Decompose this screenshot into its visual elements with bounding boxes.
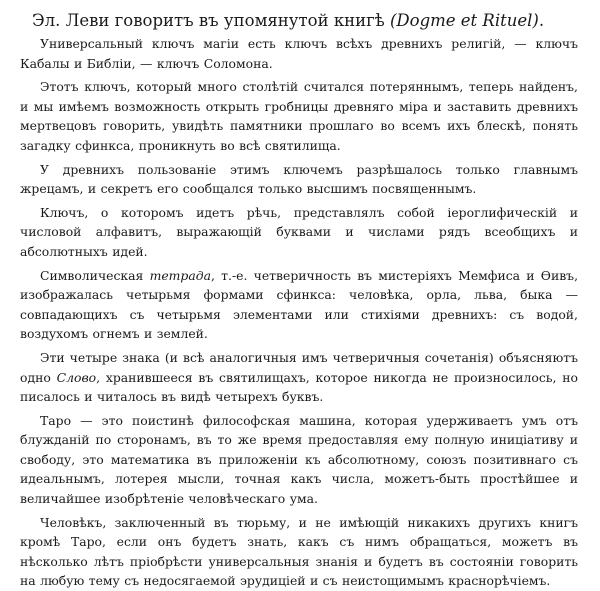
paragraph-text: Человѣкъ, заключенный въ тюрьму, и не имѣющій никакихъ другихъ книгъ кромѣ Таро, если онъ будетъ знать, какъ съ нимъ обращаться, можетъ въ нѣсколько лѣтъ пріобрѣсти универсальныя знанія и будетъ въ состояніи говорить на любую тему съ недосягаемой эрудиціей и съ неистощимымъ краснорѣчіемъ. [20,514,578,589]
paragraph-text: Таро — это поистинѣ философская машина, которая удерживаетъ умъ отъ блужданій по сторонамъ, въ то же время предоставляя ему полную иниціативу и свободу, это математика въ приложеніи къ абсолютному, союзъ позитивнаго съ идеальнымъ, лотерея мысли, точная какъ числа, можетъ-быть простѣйшее и величайшее изобрѣтеніе человѣческаго ума. [20,412,578,507]
body-text [20,34,578,591]
intro-heading [20,10,578,32]
paragraph [20,160,578,199]
paragraph-text: Эти четыре знака (и всѣ аналогичныя имъ четверичныя сочетанія) объясняютъ одно [20,349,578,385]
italic-term: Слово [56,369,97,385]
paragraph-text: , т.-е. четверичность въ мистеріяхъ Мемфиса и Ѳивъ, изображалась четырьмя формами сфинкса: человѣка, орла, льва, быка — совпадающихъ съ четырьмя элементами или стихіями древнихъ: съ водой, воздухомъ огнемъ и землей. [20,267,579,342]
paragraph [20,77,578,155]
paragraph [20,411,578,509]
paragraph-text: Универсальный ключъ магіи есть ключъ всѣхъ древнихъ религій, — ключъ Кабалы и Библіи, — ключъ Соломона. [20,36,578,71]
paragraph-text: Символическая [40,267,150,283]
paragraph [20,348,578,407]
paragraph-text: Ключъ, о которомъ идетъ рѣчь, представлялъ собой іероглифическій и числовой алфавитъ, выражающій буквами и числами рядъ всеобщихъ и абсолютныхъ идей. [20,204,578,259]
heading-end: . [538,11,545,30]
paragraph-text: У древнихъ пользованіе этимъ ключемъ разрѣшалось только главнымъ жрецамъ, и секретъ его сообщался только высшимъ посвященнымъ. [20,161,578,197]
paragraph [20,203,578,262]
paragraph [20,266,578,344]
paragraph [20,513,578,591]
heading-book-title: (Dogme et Rituel) [389,11,539,30]
paragraph-text: Этотъ ключъ, который много столѣтій считался потеряннымъ, теперь найденъ, и мы имѣемъ возможность открыть гробницы древняго міра и заставить древнихъ мертвецовъ говорить, увидѣть памятники прошлаго во всемъ ихъ блескѣ, понять загадку сфинкса, проникнуть во всѣ святилища. [20,79,578,153]
paragraph-text: , хранившееся въ святилищахъ, которое никогда не произносилось, но писалось и читалось въ видѣ четырехъ буквъ. [20,369,579,405]
heading-text: Эл. Леви говоритъ въ упомянутой книгѣ [32,11,390,30]
paragraph [20,34,578,73]
italic-term: тетрада [149,267,211,283]
